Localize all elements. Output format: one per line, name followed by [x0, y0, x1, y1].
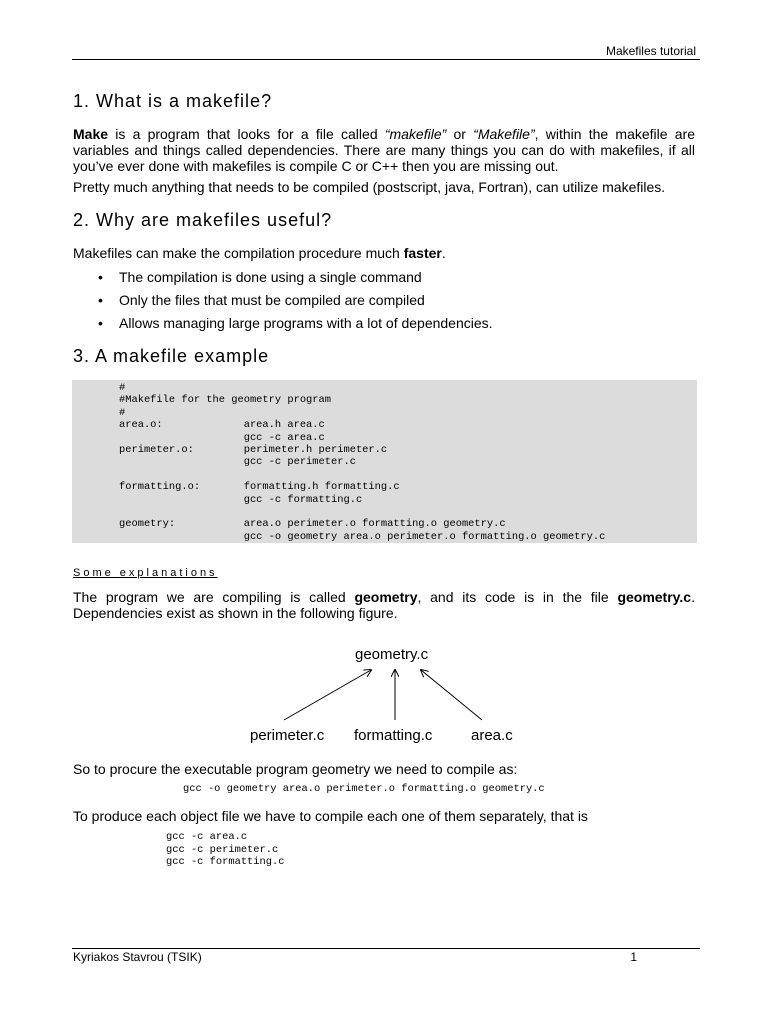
p1-text-c: , within the makefile are variables and things called dependencies. There are many things you can do with makefiles, if all you’ve ever done with makefiles is compile C or C++ then you are missing out.: [73, 126, 695, 174]
figure-node-formatting: formatting.c: [354, 727, 433, 744]
running-header: Makefiles tutorial: [605, 44, 696, 58]
p1-text-a: is a program that looks for a file called: [108, 126, 385, 142]
expl-text-a: The program we are compiling is called: [73, 589, 355, 605]
make-bold: Make: [73, 126, 109, 142]
figure-node-area: area.c: [471, 727, 513, 744]
makefile-code: # #Makefile for the geometry program # area.o: area.h area.c gcc -c area.c perimeter.o: perimeter.h perimeter.c gcc -c perimeter.c formatting.o: formatting.h formatting.c gcc -c formatting.c geometry: area.o perimeter.o formatting.o geometry.c gcc -o geometry area.o perimeter.o formatting.o geometry.c: [119, 382, 606, 543]
section-2-heading: 2. Why are makefiles useful?: [73, 210, 333, 230]
object-compile-commands: gcc -c area.c gcc -c perimeter.c gcc -c formatting.c: [166, 831, 285, 869]
bullet-icon: •: [98, 292, 103, 308]
geometry-c-bold: geometry.c: [617, 589, 692, 605]
list-item-text: The compilation is done using a single command: [119, 269, 422, 285]
explanations-subheading: Some explanations: [73, 567, 218, 579]
list-item-text: Allows managing large programs with a lot of dependencies.: [119, 315, 493, 331]
intro-text-a: Makefiles can make the compilation procedure much: [73, 245, 404, 261]
compile-command: gcc -o geometry area.o perimeter.o formatting.o geometry.c: [183, 783, 545, 795]
intro-text-b: .: [441, 245, 446, 261]
figure-node-perimeter: perimeter.c: [250, 727, 325, 744]
expl-text-b: , and its code is in the file: [417, 589, 618, 605]
object-files-paragraph: To produce each object file we have to compile each one of them separately, that is: [73, 808, 588, 824]
footer-author: Kyriakos Stavrou (TSIK): [73, 950, 202, 964]
bullet-icon: •: [98, 315, 103, 331]
page-number: 1: [630, 950, 637, 964]
section-1-paragraph-2: Pretty much anything that needs to be compiled (postscript, java, Fortran), can utilize makefiles.: [73, 179, 666, 195]
arrow-perimeter-to-geometry: [284, 670, 371, 720]
makefile-italic: “makefile”: [384, 126, 447, 142]
arrow-area-to-geometry: [421, 670, 482, 720]
makefile-cap-italic: “Makefile”: [473, 126, 535, 142]
compile-paragraph: So to procure the executable program geometry we need to compile as:: [73, 761, 518, 777]
list-item-text: Only the files that must be compiled are compiled: [119, 292, 425, 308]
footer-rule: [72, 948, 700, 949]
geometry-bold: geometry: [354, 589, 418, 605]
bullet-icon: •: [98, 269, 103, 285]
figure-node-geometry: geometry.c: [355, 646, 429, 663]
expl-text-c: . Dependencies exist as shown in the following figure.: [73, 589, 695, 621]
p1-text-b: or: [446, 126, 474, 142]
section-3-heading: 3. A makefile example: [73, 346, 270, 366]
section-1-heading: 1. What is a makefile?: [73, 91, 273, 111]
faster-bold: faster: [403, 245, 442, 261]
